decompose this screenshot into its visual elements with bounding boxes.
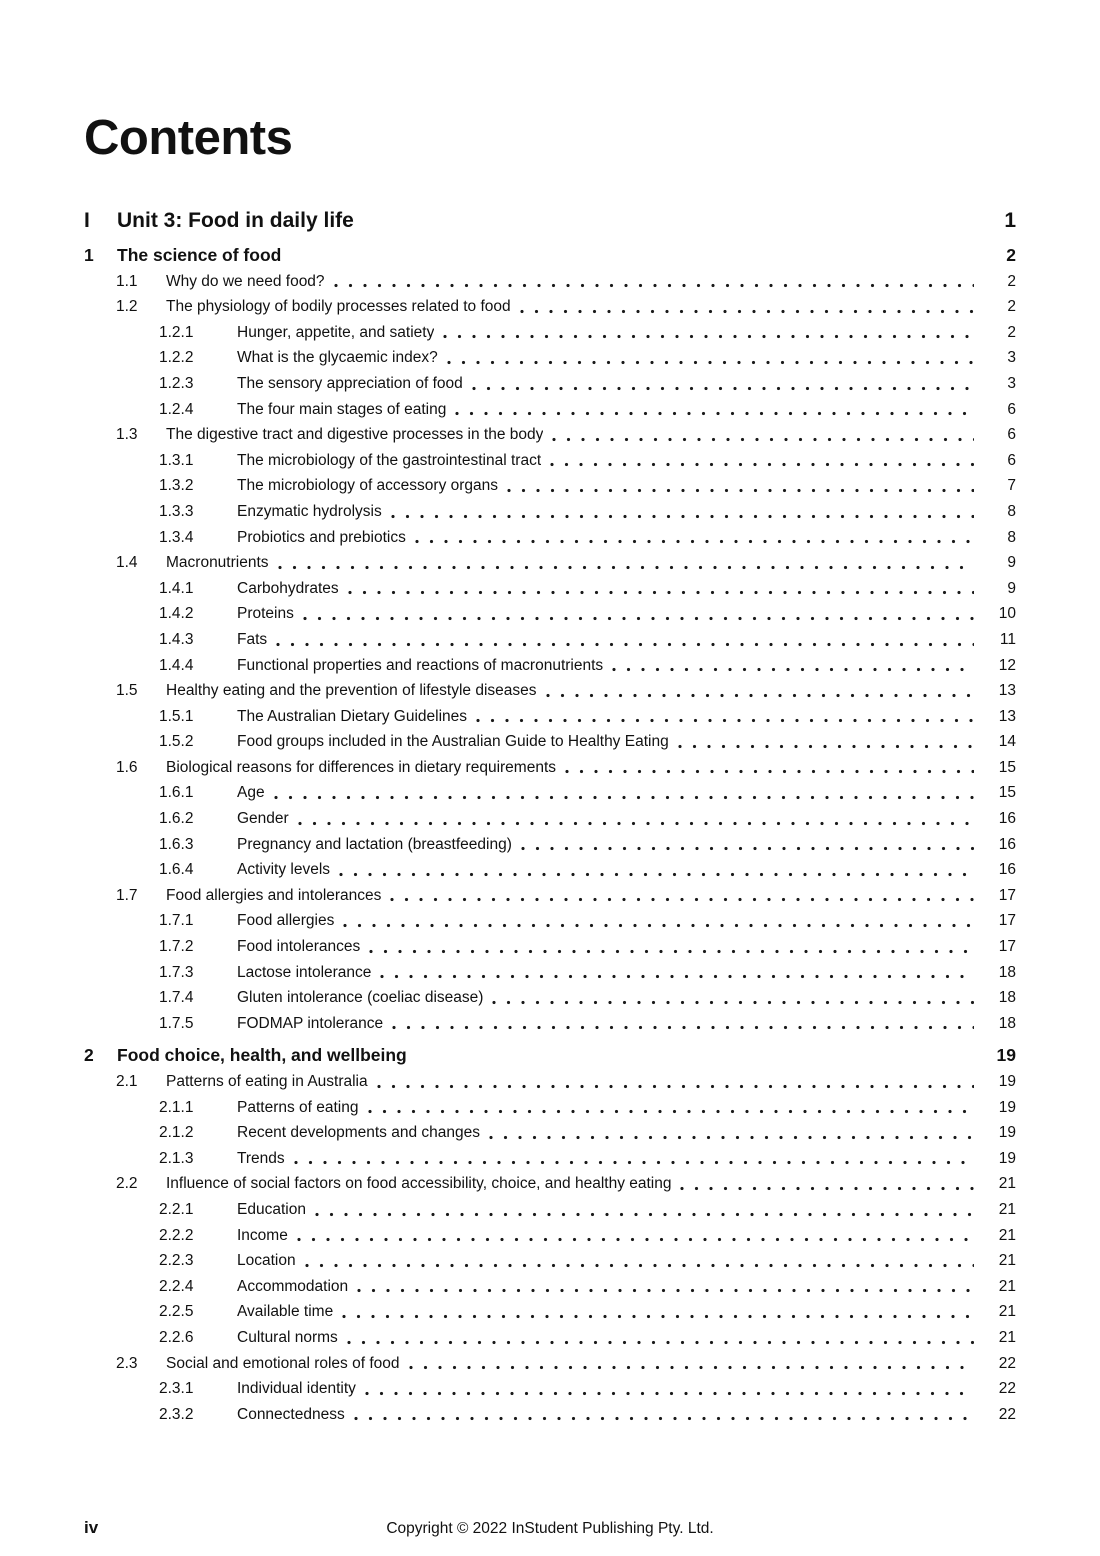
toc-entry-number: 1.3.3 xyxy=(159,502,194,520)
toc-entry xyxy=(84,525,1016,551)
toc-entry-title: Enzymatic hydrolysis xyxy=(237,502,382,520)
dot-leader xyxy=(391,514,974,519)
toc-entry xyxy=(84,1043,1016,1069)
toc-entry-page: 15 xyxy=(998,758,1016,776)
toc-entry-page: 1 xyxy=(1004,209,1016,232)
dot-leader xyxy=(303,616,974,621)
toc-entry-page: 18 xyxy=(998,963,1016,981)
toc-entry-number: 1 xyxy=(84,245,94,265)
toc-entry xyxy=(84,473,1016,499)
toc-entry-number: 2 xyxy=(84,1045,94,1066)
toc-entry xyxy=(84,206,1016,236)
dot-leader xyxy=(343,923,974,928)
toc-entry-number: 1.2 xyxy=(116,298,138,316)
dot-leader xyxy=(334,283,974,288)
toc-entry-title: Accommodation xyxy=(237,1277,349,1295)
toc-entry-title: Macronutrients xyxy=(166,554,269,572)
dot-leader xyxy=(290,258,974,263)
toc-entry-title: Unit 3: Food in daily life xyxy=(117,209,354,232)
dot-leader xyxy=(409,1365,974,1370)
toc-entry-title: Probiotics and prebiotics xyxy=(237,528,406,546)
toc-entry-number: 1.4 xyxy=(116,554,138,572)
dot-leader xyxy=(274,795,974,800)
toc-entry-page: 21 xyxy=(998,1200,1016,1218)
dot-leader xyxy=(455,411,974,416)
toc-entry xyxy=(84,397,1016,423)
toc-entry-page: 19 xyxy=(998,1149,1016,1167)
dot-leader xyxy=(347,1340,974,1345)
toc-entry-title: Influence of social factors on food accessibility, choice, and healthy eating xyxy=(166,1175,672,1193)
dot-leader xyxy=(552,437,974,442)
toc-entry-page: 17 xyxy=(998,886,1016,904)
toc-entry-title: Food groups included in the Australian Guide to Healthy Eating xyxy=(237,733,669,751)
toc-entry-page: 13 xyxy=(998,707,1016,725)
toc-entry-title: Recent developments and changes xyxy=(237,1124,480,1142)
toc-entry-number: 1.1 xyxy=(116,272,138,290)
toc-entry-title: Pregnancy and lactation (breastfeeding) xyxy=(237,835,512,853)
toc-entry-number: 2.2.2 xyxy=(159,1226,194,1244)
toc-entry xyxy=(84,1325,1016,1351)
dot-leader xyxy=(612,667,974,672)
dot-leader xyxy=(489,1135,974,1140)
toc-entry-number: I xyxy=(84,209,90,232)
toc-entry-page: 6 xyxy=(1007,451,1016,469)
dot-leader xyxy=(680,1186,974,1191)
toc-entry-title: Activity levels xyxy=(237,861,331,879)
toc-entry xyxy=(84,422,1016,448)
toc-entry-number: 1.6 xyxy=(116,758,138,776)
toc-entry-number: 1.4.1 xyxy=(159,579,194,597)
toc-entry-number: 1.3 xyxy=(116,426,138,444)
dot-leader xyxy=(443,334,974,339)
dot-leader xyxy=(377,1084,974,1089)
toc-entry-number: 1.7.1 xyxy=(159,912,194,930)
toc-entry xyxy=(84,1197,1016,1223)
toc-entry-title: Individual identity xyxy=(237,1380,356,1398)
toc-entry xyxy=(84,627,1016,653)
toc-entry-number: 2.1.3 xyxy=(159,1149,194,1167)
toc-entry-title: Gluten intolerance (coeliac disease) xyxy=(237,989,484,1007)
toc-entry-title: The microbiology of accessory organs xyxy=(237,477,499,495)
toc-entry-page: 22 xyxy=(998,1405,1016,1423)
toc-entry-title: The four main stages of eating xyxy=(237,400,447,418)
toc-entry-title: Functional properties and reactions of macronutrients xyxy=(237,656,604,674)
toc-entry-number: 1.7.3 xyxy=(159,963,194,981)
toc-entry-page: 21 xyxy=(998,1175,1016,1193)
toc-entry xyxy=(84,294,1016,320)
toc-entry-number: 1.2.1 xyxy=(159,323,194,341)
copyright-notice: Copyright © 2022 InStudent Publishing Pty. Ltd. xyxy=(386,1520,714,1537)
dot-leader xyxy=(507,488,974,493)
toc-entry-number: 1.7.2 xyxy=(159,938,194,956)
toc-entry-title: Education xyxy=(237,1200,306,1218)
toc-entry-page: 15 xyxy=(998,784,1016,802)
toc-entry-number: 1.7.4 xyxy=(159,989,194,1007)
dot-leader xyxy=(294,1160,974,1165)
toc-entry-number: 1.6.3 xyxy=(159,835,194,853)
dot-leader xyxy=(380,974,974,979)
toc-entry-number: 2.2.6 xyxy=(159,1328,194,1346)
toc-entry-title: Income xyxy=(237,1226,288,1244)
toc-entry xyxy=(84,729,1016,755)
toc-entry-page: 21 xyxy=(998,1328,1016,1346)
toc-entry xyxy=(84,1011,1016,1037)
folio-page-number: iv xyxy=(84,1518,99,1537)
toc-entry xyxy=(84,704,1016,730)
dot-leader xyxy=(476,718,974,723)
toc-entry-page: 21 xyxy=(998,1303,1016,1321)
toc-entry-page: 18 xyxy=(998,989,1016,1007)
dot-leader xyxy=(297,1237,974,1242)
toc-entry xyxy=(84,448,1016,474)
toc-entry-page: 13 xyxy=(998,682,1016,700)
toc-entry xyxy=(84,243,1016,269)
toc-entry-page: 18 xyxy=(998,1014,1016,1032)
toc-entry-page: 2 xyxy=(1007,298,1016,316)
toc-entry-number: 1.7.5 xyxy=(159,1014,194,1032)
toc-entry xyxy=(84,1171,1016,1197)
toc-entry-title: Food choice, health, and wellbeing xyxy=(117,1045,407,1066)
dot-leader xyxy=(305,1263,974,1268)
toc-entry-title: Available time xyxy=(237,1303,334,1321)
toc-entry-number: 1.6.1 xyxy=(159,784,194,802)
toc-entry-title: Biological reasons for differences in dietary requirements xyxy=(166,758,556,776)
dot-leader xyxy=(339,872,974,877)
toc-entry-title: The digestive tract and digestive processes in the body xyxy=(166,426,544,444)
toc-entry-number: 2.3 xyxy=(116,1354,138,1372)
toc-entry-page: 7 xyxy=(1007,477,1016,495)
toc-entry xyxy=(84,1402,1016,1428)
dot-leader xyxy=(416,1058,974,1063)
toc-entry xyxy=(84,550,1016,576)
toc-entry-page: 22 xyxy=(998,1354,1016,1372)
dot-leader xyxy=(342,1314,974,1319)
dot-leader xyxy=(357,1288,974,1293)
toc-entry-page: 19 xyxy=(998,1124,1016,1142)
toc-entry xyxy=(84,1120,1016,1146)
toc-entry xyxy=(84,806,1016,832)
toc-entry-number: 1.5.1 xyxy=(159,707,194,725)
toc-entry xyxy=(84,908,1016,934)
dot-leader xyxy=(546,693,974,698)
toc-entry-page: 14 xyxy=(998,733,1016,751)
dot-leader xyxy=(348,590,974,595)
dot-leader xyxy=(550,462,974,467)
toc-entry-page: 6 xyxy=(1007,426,1016,444)
toc-entry-title: Patterns of eating in Australia xyxy=(166,1073,368,1090)
toc-entry-title: Food allergies and intolerances xyxy=(166,886,382,904)
toc-entry-page: 16 xyxy=(998,835,1016,853)
toc-entry-page: 17 xyxy=(998,912,1016,930)
dot-leader xyxy=(472,386,974,391)
toc-entry-page: 21 xyxy=(998,1277,1016,1295)
dot-leader xyxy=(298,821,974,826)
toc-entry-number: 1.7 xyxy=(116,886,138,904)
toc-entry-page: 9 xyxy=(1007,579,1016,597)
toc-entry xyxy=(84,832,1016,858)
toc-entry xyxy=(84,345,1016,371)
toc-entry-title: Fats xyxy=(237,630,268,648)
toc-entry-page: 19 xyxy=(998,1073,1016,1090)
toc-entry-page: 19 xyxy=(998,1098,1016,1116)
toc-entry-number: 2.3.1 xyxy=(159,1380,194,1398)
toc-entry-page: 8 xyxy=(1007,502,1016,520)
toc-entry-title: Healthy eating and the prevention of lifestyle diseases xyxy=(166,682,537,700)
toc-entry-number: 1.3.4 xyxy=(159,528,194,546)
page-title: Contents xyxy=(84,111,293,165)
toc-entry-title: The sensory appreciation of food xyxy=(237,374,463,392)
toc-entry-title: Proteins xyxy=(237,605,294,623)
toc-entry-page: 3 xyxy=(1007,349,1016,367)
toc-entry-page: 10 xyxy=(998,605,1016,623)
page-footer xyxy=(0,1518,1100,1540)
toc-entry-title: Lactose intolerance xyxy=(237,963,372,981)
toc-entry xyxy=(84,985,1016,1011)
toc-entry-number: 2.3.2 xyxy=(159,1405,194,1423)
dot-leader xyxy=(565,769,974,774)
toc-entry-number: 2.2.4 xyxy=(159,1277,194,1295)
toc-entry-title: Connectedness xyxy=(237,1405,345,1423)
toc-entry-page: 3 xyxy=(1007,374,1016,392)
toc-entry xyxy=(84,755,1016,781)
toc-entry-number: 1.4.2 xyxy=(159,605,194,623)
toc-entry-title: The microbiology of the gastrointestinal tract xyxy=(237,451,542,469)
toc-entry-number: 2.1.2 xyxy=(159,1124,194,1142)
toc-entry xyxy=(84,960,1016,986)
toc-entry-title: Location xyxy=(237,1252,296,1270)
toc-entry-number: 1.2.4 xyxy=(159,400,194,418)
toc-entry-number: 2.1.1 xyxy=(159,1098,194,1116)
dot-leader xyxy=(278,565,974,570)
toc-entry-number: 1.2.2 xyxy=(159,349,194,367)
toc-entry-title: Patterns of eating xyxy=(237,1098,359,1116)
toc-entry xyxy=(84,1069,1016,1095)
toc-entry-number: 1.6.2 xyxy=(159,810,194,828)
toc-entry-title: Social and emotional roles of food xyxy=(166,1354,400,1372)
toc-entry-page: 21 xyxy=(998,1226,1016,1244)
toc-entry xyxy=(84,883,1016,909)
dot-leader xyxy=(368,1109,975,1114)
table-of-contents xyxy=(84,206,1016,1427)
toc-entry-page: 9 xyxy=(1007,554,1016,572)
toc-entry xyxy=(84,499,1016,525)
toc-entry xyxy=(84,934,1016,960)
toc-entry xyxy=(84,1274,1016,1300)
toc-entry-number: 1.6.4 xyxy=(159,861,194,879)
toc-entry-page: 6 xyxy=(1007,400,1016,418)
toc-entry xyxy=(84,269,1016,295)
toc-entry-number: 2.2.3 xyxy=(159,1252,194,1270)
toc-entry-title: The Australian Dietary Guidelines xyxy=(237,707,468,725)
toc-entry-title: Carbohydrates xyxy=(237,579,339,597)
toc-entry-page: 17 xyxy=(998,938,1016,956)
dot-leader xyxy=(520,309,974,314)
toc-entry xyxy=(84,320,1016,346)
dot-leader xyxy=(392,1025,974,1030)
dot-leader xyxy=(315,1212,974,1217)
toc-entry xyxy=(84,857,1016,883)
toc-entry-title: The physiology of bodily processes related to food xyxy=(166,298,511,316)
toc-entry-page: 2 xyxy=(1007,272,1016,290)
toc-entry-page: 16 xyxy=(998,861,1016,879)
dot-leader xyxy=(521,846,974,851)
dot-leader xyxy=(363,225,974,230)
dot-leader xyxy=(354,1416,974,1421)
dot-leader xyxy=(678,744,974,749)
toc-entry-page: 8 xyxy=(1007,528,1016,546)
dot-leader xyxy=(276,642,974,647)
dot-leader xyxy=(369,949,974,954)
toc-entry-page: 19 xyxy=(996,1045,1016,1066)
toc-entry-number: 1.4.3 xyxy=(159,630,194,648)
toc-entry-title: FODMAP intolerance xyxy=(237,1014,384,1032)
toc-entry-number: 1.3.2 xyxy=(159,477,194,495)
toc-entry xyxy=(84,1376,1016,1402)
toc-entry-page: 2 xyxy=(1006,245,1016,265)
toc-entry xyxy=(84,576,1016,602)
toc-entry-page: 21 xyxy=(998,1252,1016,1270)
toc-entry-number: 1.3.1 xyxy=(159,451,194,469)
toc-entry-page: 16 xyxy=(998,810,1016,828)
toc-entry-title: Gender xyxy=(237,810,289,828)
toc-entry xyxy=(84,1299,1016,1325)
toc-entry-title: Food allergies xyxy=(237,912,335,930)
toc-entry-page: 2 xyxy=(1007,323,1016,341)
toc-entry xyxy=(84,1351,1016,1377)
toc-entry-title: The science of food xyxy=(117,245,282,265)
toc-entry-page: 22 xyxy=(998,1380,1016,1398)
dot-leader xyxy=(365,1391,974,1396)
toc-entry-page: 11 xyxy=(999,630,1016,648)
toc-entry xyxy=(84,1146,1016,1172)
toc-entry-title: Trends xyxy=(237,1149,285,1167)
toc-entry xyxy=(84,1223,1016,1249)
toc-entry-title: Cultural norms xyxy=(237,1328,338,1346)
toc-entry xyxy=(84,653,1016,679)
toc-entry-number: 2.2 xyxy=(116,1175,138,1193)
toc-entry xyxy=(84,780,1016,806)
dot-leader xyxy=(447,360,974,365)
toc-entry-number: 1.5 xyxy=(116,682,138,700)
toc-entry-number: 2.1 xyxy=(116,1073,138,1090)
toc-entry-title: Food intolerances xyxy=(237,938,361,956)
toc-entry xyxy=(84,1248,1016,1274)
toc-entry-number: 1.5.2 xyxy=(159,733,194,751)
toc-entry-page: 12 xyxy=(998,656,1016,674)
toc-entry-number: 2.2.1 xyxy=(159,1200,194,1218)
toc-entry-title: What is the glycaemic index? xyxy=(237,349,438,367)
toc-entry-title: Hunger, appetite, and satiety xyxy=(237,323,435,341)
toc-entry-title: Why do we need food? xyxy=(166,272,325,290)
dot-leader xyxy=(390,897,974,902)
toc-entry xyxy=(84,678,1016,704)
toc-entry xyxy=(84,371,1016,397)
toc-entry-title: Age xyxy=(237,784,265,802)
dot-leader xyxy=(415,539,974,544)
toc-entry xyxy=(84,601,1016,627)
toc-entry xyxy=(84,1095,1016,1121)
toc-entry-number: 1.2.3 xyxy=(159,374,194,392)
toc-entry-number: 2.2.5 xyxy=(159,1303,194,1321)
toc-entry-number: 1.4.4 xyxy=(159,656,194,674)
dot-leader xyxy=(492,1000,974,1005)
